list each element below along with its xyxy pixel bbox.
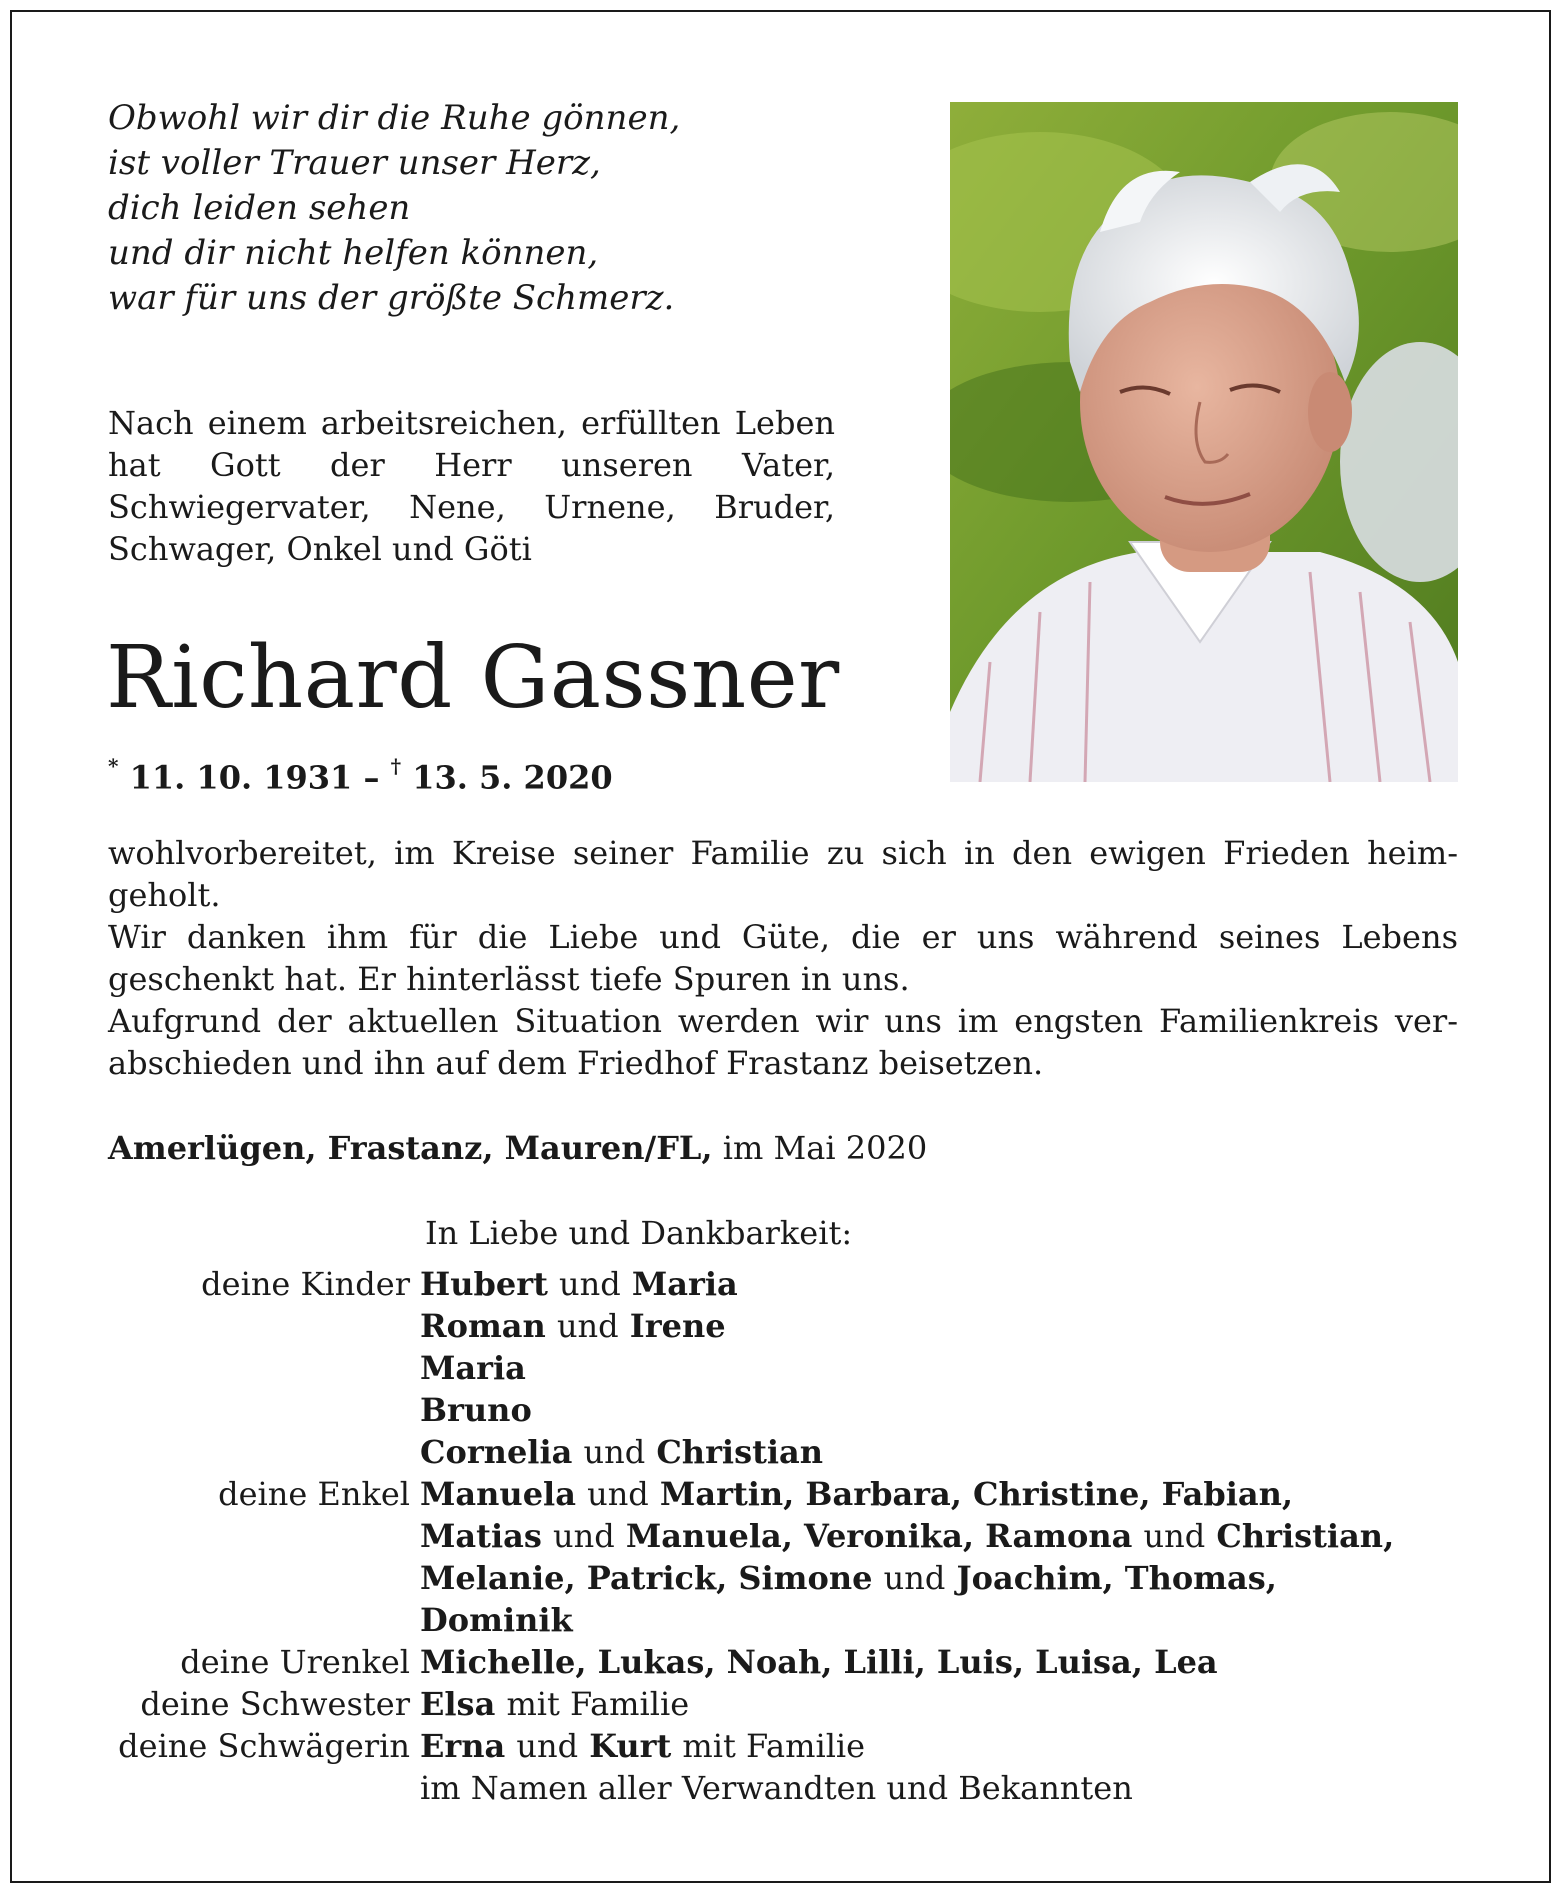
family-names: Erna und Kurt mit Familie xyxy=(420,1727,866,1765)
family-row xyxy=(90,1431,1490,1473)
family-names: Cornelia und Christian xyxy=(420,1433,824,1471)
family-names: Manuela und Martin, Barbara, Christine, Fabian, xyxy=(420,1475,1294,1513)
family-row xyxy=(90,1473,1490,1515)
family-names: Matias und Manuela, Veronika, Ramona und Christian, xyxy=(420,1517,1395,1555)
family-row xyxy=(90,1725,1490,1767)
family-closing: im Namen aller Verwandten und Bekannten xyxy=(420,1769,1133,1807)
intro-text: Nach einem arbeitsreichen, erfüllten Leben hat Gott der Herr unseren Vater, Schwiegervater, Nene, Urnene, Bruder, Schwager, Onkel und Göti xyxy=(108,404,835,568)
life-dates xyxy=(108,748,613,800)
family-row xyxy=(90,1683,1490,1725)
family-label: deine Urenkel xyxy=(180,1643,410,1681)
place-and-date xyxy=(108,1127,927,1169)
deceased-name: Richard Gassner xyxy=(106,628,840,728)
body-text xyxy=(108,832,1458,1084)
portrait-photo xyxy=(950,102,1458,782)
body-paragraph: Aufgrund der aktuellen Situation werden wir uns im engsten Familienkreis verabschieden und ihn auf dem Friedhof Frastanz beisetzen. xyxy=(108,1002,1458,1082)
family-label: deine Enkel xyxy=(218,1475,410,1513)
place-date: im Mai 2020 xyxy=(722,1129,928,1167)
family-row xyxy=(90,1557,1490,1599)
signoff: In Liebe und Dankbarkeit: xyxy=(425,1214,853,1252)
family-names: Dominik xyxy=(420,1601,573,1639)
birth-date: 11. 10. 1931 xyxy=(129,758,353,797)
family-names: Maria xyxy=(420,1349,526,1387)
family-names: Bruno xyxy=(420,1391,532,1429)
poem xyxy=(108,96,828,321)
poem-line: dich leiden sehen xyxy=(108,188,411,228)
death-date: 13. 5. 2020 xyxy=(412,758,613,797)
place-locations: Amerlügen, Frastanz, Mauren/FL, xyxy=(108,1129,713,1167)
poem-line: ist voller Trauer unser Herz, xyxy=(108,143,601,183)
family-names: Hubert und Maria xyxy=(420,1265,738,1303)
family-label: deine Schwägerin xyxy=(118,1727,410,1765)
family-names: Elsa mit Familie xyxy=(420,1685,690,1723)
family-names: Roman und Irene xyxy=(420,1307,726,1345)
family-row xyxy=(90,1389,1490,1431)
poem-line: war für uns der größte Schmerz. xyxy=(108,278,675,318)
body-paragraph: wohlvorbereitet, im Kreise seiner Familie zu sich in den ewigen Frieden heimgeholt. xyxy=(108,834,1458,914)
body-paragraph: Wir danken ihm für die Liebe und Güte, die er uns während seines Lebens geschenkt hat. Er hinterlässt tiefe Spuren in uns. xyxy=(108,918,1458,998)
family-row xyxy=(90,1767,1490,1809)
poem-line: Obwohl wir dir die Ruhe gönnen, xyxy=(108,98,681,138)
family-row xyxy=(90,1599,1490,1641)
family-names: Michelle, Lukas, Noah, Lilli, Luis, Luisa, Lea xyxy=(420,1643,1218,1681)
family-label: deine Kinder xyxy=(201,1265,410,1303)
family-label: deine Schwester xyxy=(140,1685,410,1723)
family-row xyxy=(90,1515,1490,1557)
family-list xyxy=(90,1263,1490,1809)
family-row xyxy=(90,1347,1490,1389)
family-row xyxy=(90,1263,1490,1305)
poem-line: und dir nicht helfen können, xyxy=(108,233,599,273)
death-symbol: † xyxy=(390,754,402,778)
family-row xyxy=(90,1641,1490,1683)
family-row xyxy=(90,1305,1490,1347)
family-names: Melanie, Patrick, Simone und Joachim, Thomas, xyxy=(420,1559,1277,1597)
date-separator: – xyxy=(363,758,380,797)
birth-symbol: * xyxy=(108,754,119,778)
